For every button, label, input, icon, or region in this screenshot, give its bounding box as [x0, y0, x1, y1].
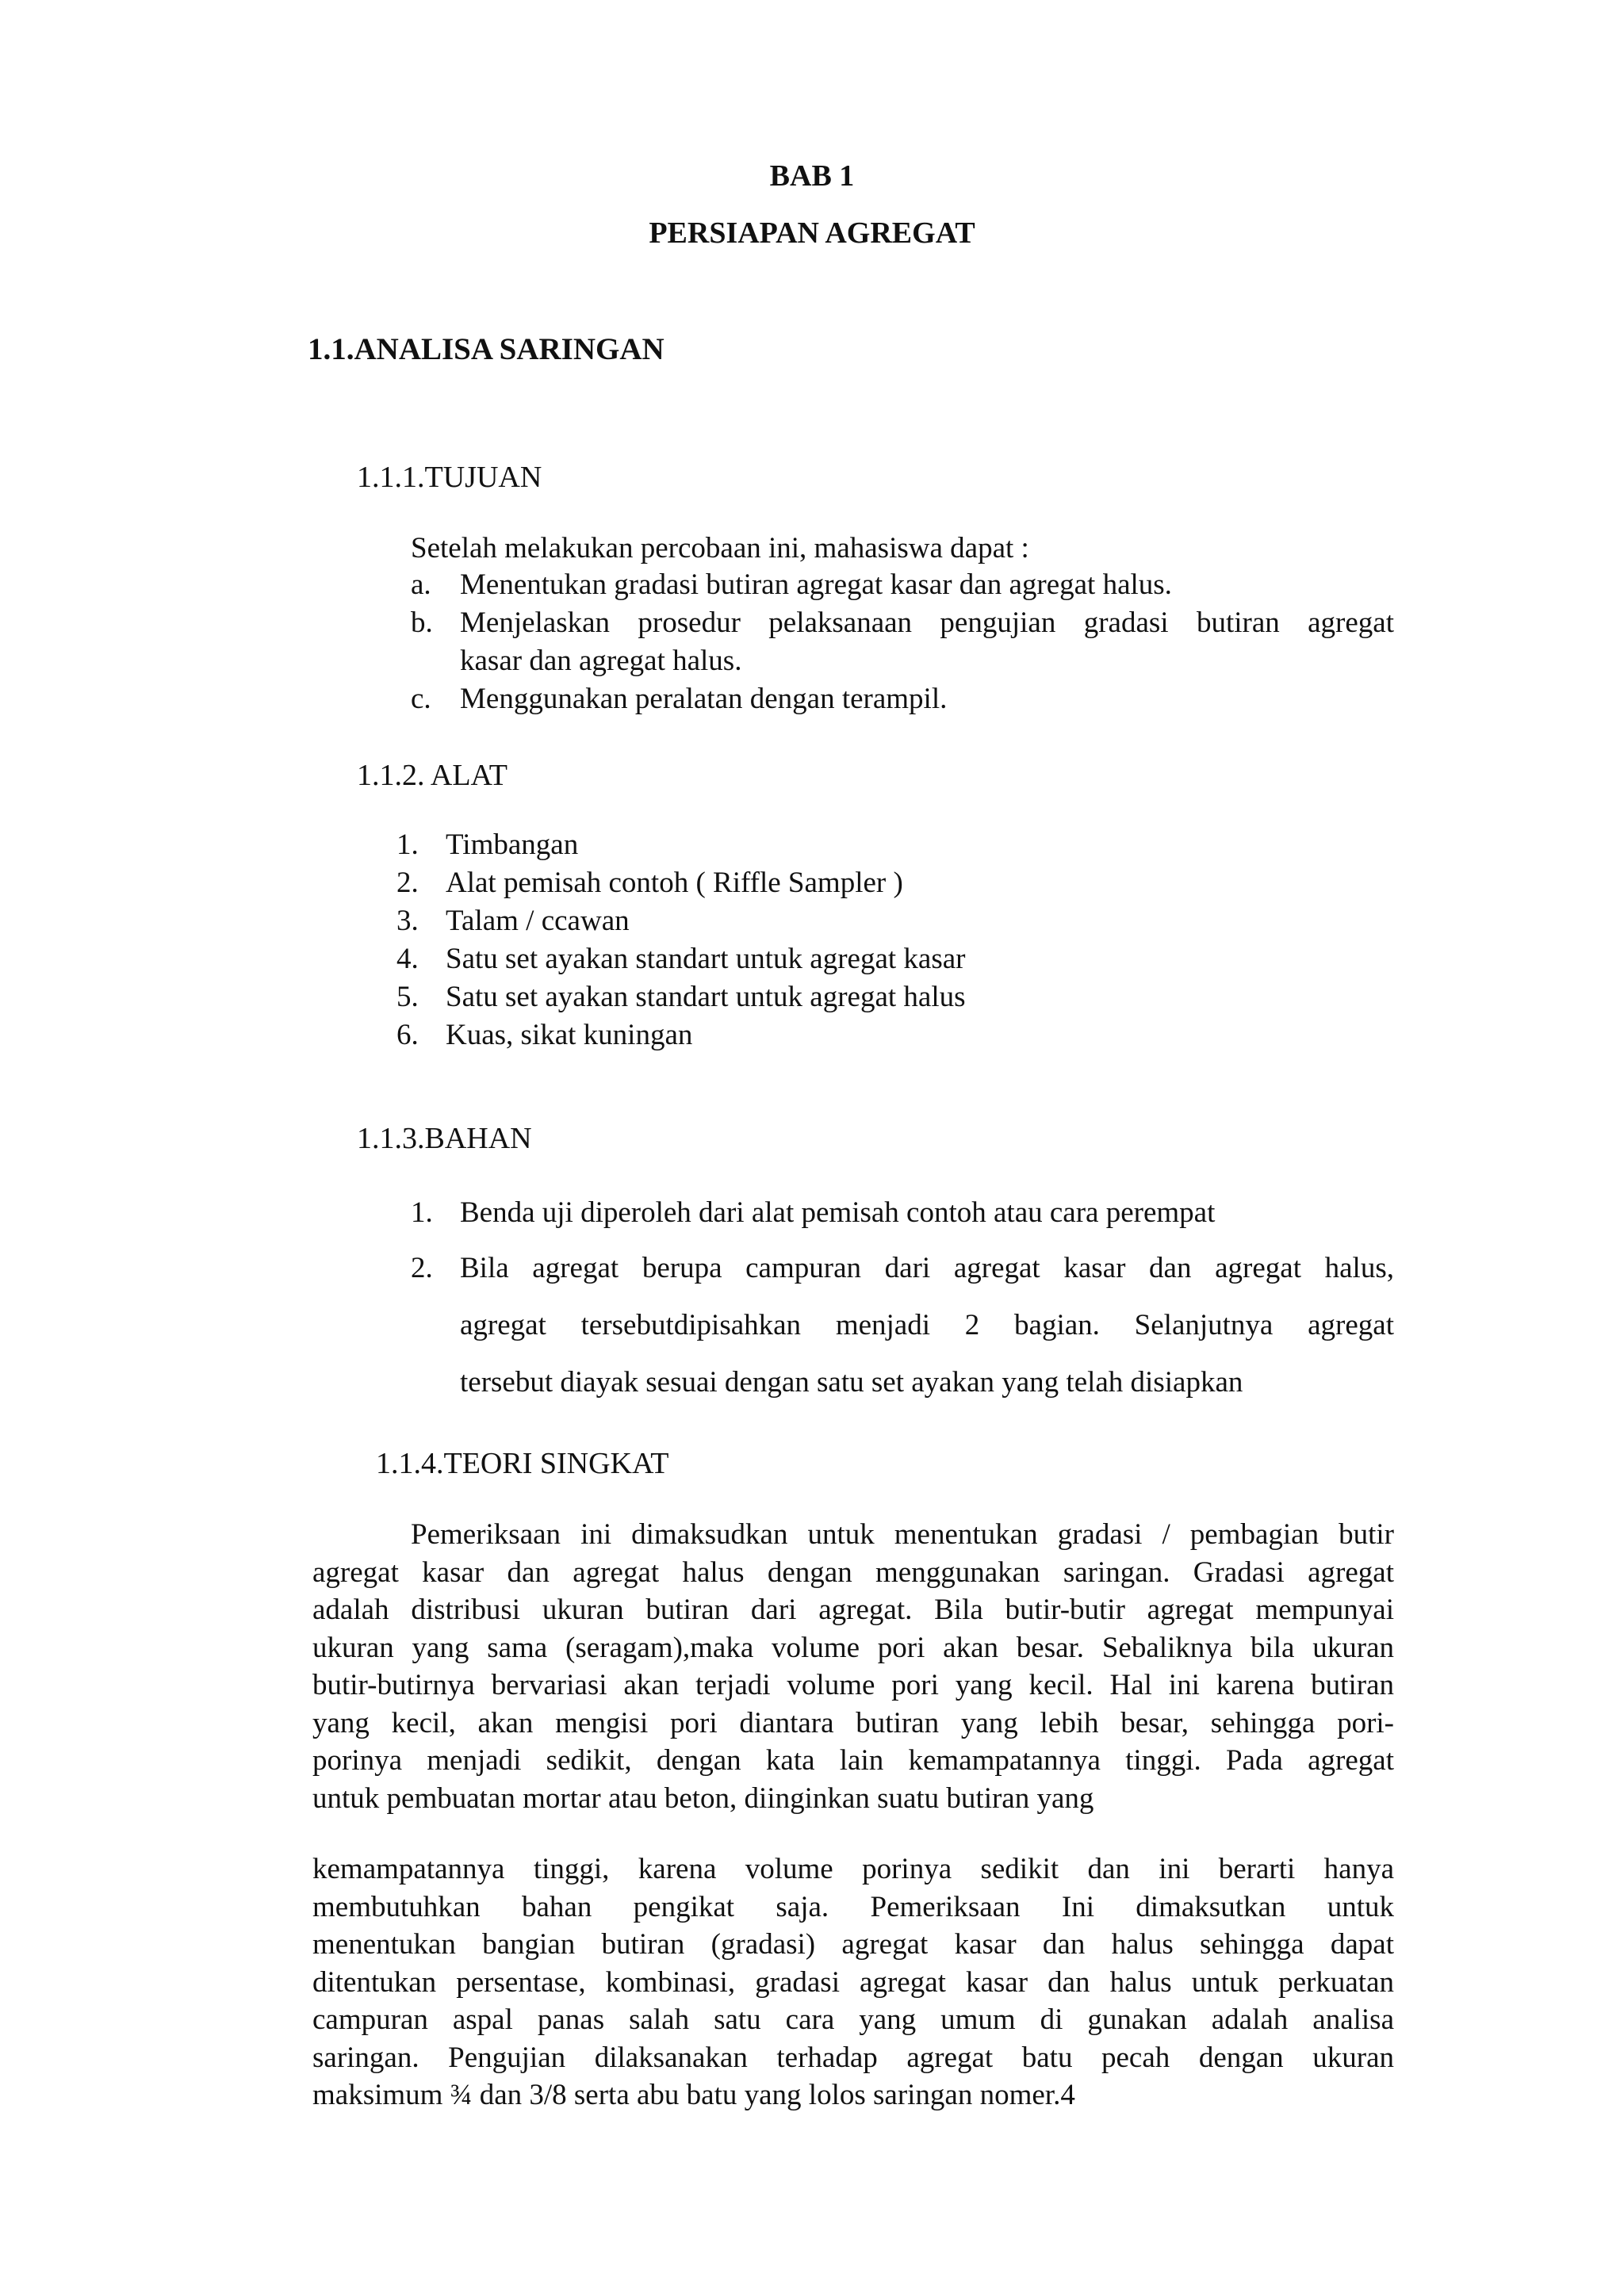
bahan-heading: 1.1.3.BAHAN [357, 1122, 532, 1155]
list-marker: 1. [396, 828, 419, 861]
chapter-number: BAB 1 [769, 159, 855, 193]
teori-paragraph-1 [312, 1516, 1394, 1817]
paragraph-line: campuran aspal panas salah satu cara yang umum di gunakan adalah analisa [312, 2003, 1394, 2036]
paragraph-line: ukuran yang sama (seragam),maka volume pori akan besar. Sebaliknya bila ukuran [312, 1631, 1394, 1664]
section-heading: 1.1.ANALISA SARINGAN [308, 332, 665, 366]
list-marker: 2. [396, 867, 419, 899]
list-item-text: Menentukan gradasi butiran agregat kasar dan agregat halus. [460, 568, 1172, 601]
list-marker: 4. [396, 943, 419, 975]
list-item-text-cont: tersebut diayak sesuai dengan satu set ayakan yang telah disiapkan [460, 1366, 1243, 1399]
list-marker: 1. [411, 1196, 433, 1229]
teori-paragraph-2 [312, 1850, 1394, 2114]
paragraph-line: untuk pembuatan mortar atau beton, diinginkan suatu butiran yang [312, 1781, 1094, 1815]
bahan-item-2 [411, 1251, 1394, 1425]
list-item-text-cont: agregat tersebutdipisahkan menjadi 2 bagian. Selanjutnya agregat [460, 1309, 1394, 1341]
list-marker: 3. [396, 905, 419, 937]
list-marker: 2. [411, 1252, 433, 1284]
teori-heading: 1.1.4.TEORI SINGKAT [376, 1447, 669, 1480]
list-item-text: Satu set ayakan standart untuk agregat kasar [446, 943, 966, 975]
list-item-text: Timbangan [446, 828, 579, 861]
tujuan-item-c [411, 682, 1394, 720]
paragraph-line: kemampatannya tinggi, karena volume porinya sedikit dan ini berarti hanya [312, 1853, 1394, 1885]
list-item-text: Alat pemisah contoh ( Riffle Sampler ) [446, 867, 903, 899]
list-marker: a. [411, 568, 431, 601]
tujuan-intro: Setelah melakukan percobaan ini, mahasiswa dapat : [411, 532, 1029, 564]
paragraph-line: membutuhkan bahan pengikat saja. Pemeriksaan Ini dimaksutkan untuk [312, 1890, 1394, 1923]
list-marker: 6. [396, 1019, 419, 1051]
list-item-text: Menggunakan peralatan dengan terampil. [460, 683, 948, 715]
paragraph-line: menentukan bangian butiran (gradasi) agregat kasar dan halus sehingga dapat [312, 1928, 1394, 1961]
tujuan-item-a [411, 568, 1394, 606]
alat-heading: 1.1.2. ALAT [357, 759, 508, 792]
paragraph-line: ditentukan persentase, kombinasi, gradasi agregat kasar dan halus untuk perkuatan [312, 1965, 1394, 1999]
tujuan-item-b [411, 606, 1394, 682]
list-marker: b. [411, 607, 433, 639]
list-item-text: Bila agregat berupa campuran dari agregat kasar dan agregat halus, [460, 1252, 1394, 1284]
paragraph-line: adalah distribusi ukuran butiran dari agregat. Bila butir-butir agregat mempunyai [312, 1594, 1394, 1626]
tujuan-heading: 1.1.1.TUJUAN [357, 461, 542, 494]
paragraph-line: butir-butirnya bervariasi akan terjadi volume pori yang kecil. Hal ini karena butiran [312, 1669, 1394, 1701]
paragraph-line: maksimum ¾ dan 3/8 serta abu batu yang lolos saringan nomer.4 [312, 2079, 1075, 2111]
chapter-title: PERSIAPAN AGREGAT [649, 216, 975, 250]
list-marker: 5. [396, 981, 419, 1013]
list-item-text: Benda uji diperoleh dari alat pemisah contoh atau cara perempat [460, 1196, 1216, 1229]
paragraph-line: saringan. Pengujian dilaksanakan terhadap agregat batu pecah dengan ukuran [312, 2041, 1394, 2074]
paragraph-line: porinya menjadi sedikit, dengan kata lain kemampatannya tinggi. Pada agregat [312, 1744, 1394, 1777]
paragraph-line: Pemeriksaan ini dimaksudkan untuk menentukan gradasi / pembagian butir [411, 1518, 1394, 1551]
list-item-text-cont: kasar dan agregat halus. [460, 645, 742, 677]
list-item-text: Kuas, sikat kuningan [446, 1019, 693, 1051]
list-item-text: Satu set ayakan standart untuk agregat halus [446, 981, 966, 1013]
list-marker: c. [411, 683, 431, 715]
paragraph-line: yang kecil, akan mengisi pori diantara butiran yang lebih besar, sehingga pori- [312, 1706, 1394, 1739]
paragraph-line: agregat kasar dan agregat halus dengan menggunakan saringan. Gradasi agregat [312, 1556, 1394, 1589]
list-item-text: Menjelaskan prosedur pelaksanaan pengujian gradasi butiran agregat [460, 607, 1394, 639]
list-item-text: Talam / ccawan [446, 905, 630, 937]
